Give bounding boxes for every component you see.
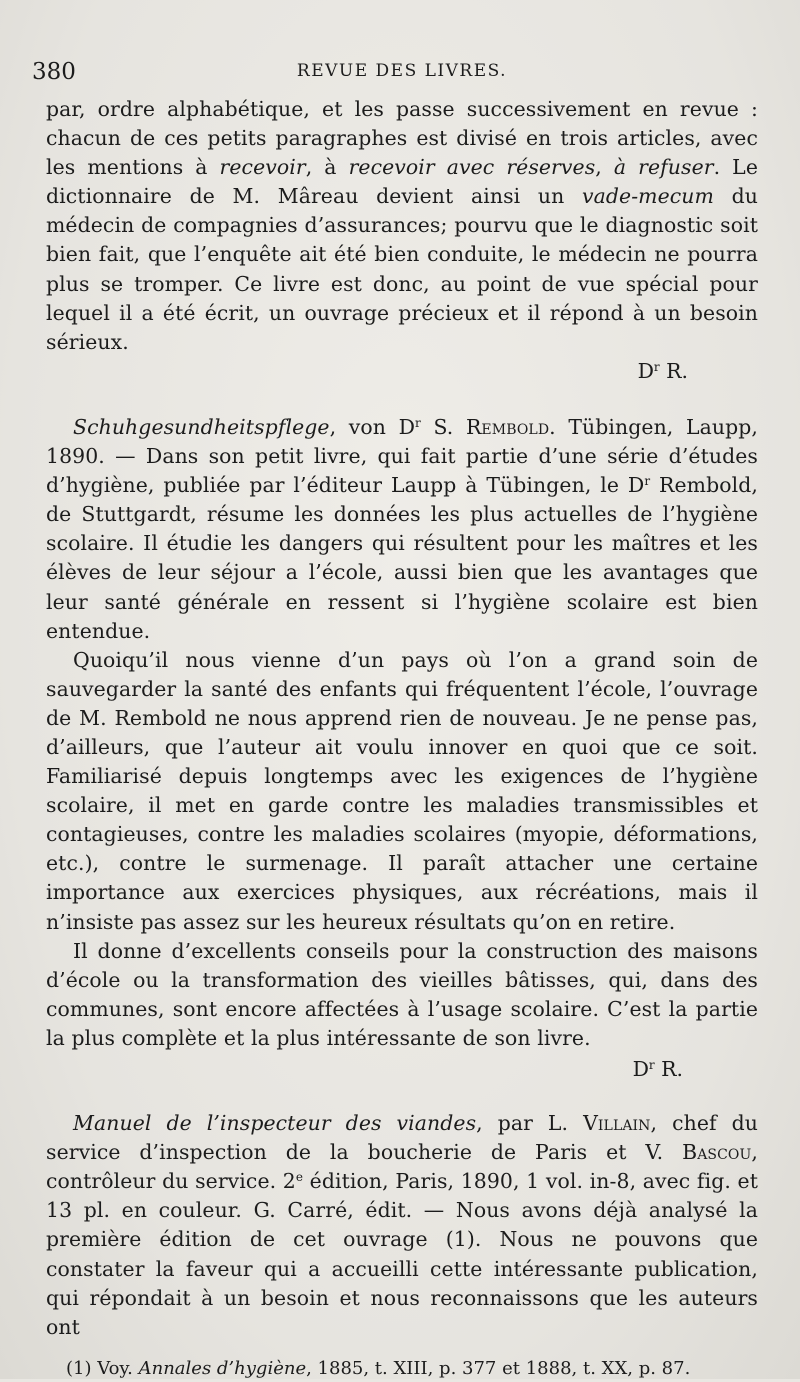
review-1-signature: $D^r$ R. (637, 358, 688, 383)
running-title: REVUE DES LIVRES. (296, 61, 508, 81)
book-title: Schuhgesundheitspflege (73, 414, 330, 439)
running-head (32, 55, 758, 95)
review-3-paragraph: Manuel de l’inspecteur des viandes, par L. Villain, chef du service d’inspection de la boucherie de Paris et V. Bascou, contrôleur du service. 2e édition, Paris, 1890, 1 vol. in-8, avec fig. et 13 pl. en couleur. G. Carré, édit. — Nous avons déjà analysé la première édition de cet ouvrage (1). Nous ne pouvons que constater la faveur qui a accueilli cette intéressante publication, qui répondait à un besoin et nous reconnaissons que les auteurs ont (46, 1111, 758, 1339)
review-1-paragraph: par, ordre alphabétique, et les passe successivement en revue : chacun de ces petits paragraphes est divisé en trois articles, avec les mentions à recevoir, à recevoir avec réserves, à refuser. Le dictionnaire de M. Mâreau devient ainsi un vade-mecum du médecin de compagnies d’assurances; pourvu que le diagnostic soit bien fait, que l’enquête ait été bien conduite, le médecin ne pourra plus se tromper. Ce livre est donc, au point de vue spécial pour lequel il a été écrit, un ouvrage précieux et il répond à un besoin sérieux. (46, 97, 759, 354)
review-2-paragraph-2: Quoiqu’il nous vienne d’un pays où l’on a grand soin de sauvegarder la santé des enfants qui fréquentent l’école, l’ouvrage de M. Rembold ne nous apprend rien de nouveau. Je ne pense pas, d’ailleurs, que l’auteur ait voulu innover en quoi que ce soit. Familiarisé depuis longtemps avec les exigences de l’hygiène scolaire, il met en garde contre les maladies transmissibles et contagieuses, contre les maladies scolaires (myopie, déformations, etc.), contre le surmenage. Il paraît attacher une certaine importance aux exercices physiques, aux récréations, mais il n’insiste pas assez sur les heureux résultats qu’on en retire. (46, 647, 758, 934)
author-name: Villain (583, 1111, 651, 1136)
emphasis: vade-mecum (582, 184, 714, 209)
review-2-signature: $D^r$ R. (632, 1057, 683, 1081)
author-name: Rembold (465, 414, 550, 439)
emphasis: recevoir avec réserves (348, 155, 596, 180)
book-title: Manuel de l’inspecteur des viandes (73, 1111, 477, 1136)
emphasis: à refuser (613, 155, 714, 180)
journal-title: Annales d’hygiène (138, 1357, 307, 1379)
author-name: Bascou (682, 1140, 752, 1165)
footnote: (1) Voy. Annales d’hygiène, 1885, t. XIII, p. 377 et 1888, t. XX, p. 87. (66, 1357, 691, 1379)
review-2-paragraph-3: Il donne d’excellents conseils pour la construction des maisons d’école ou la transformation des vieilles bâtisses, qui, dans des communes, sont encore affectées à l’usage scolaire. C’est la partie la plus complète et la plus intéressante de son livre. (46, 938, 758, 1050)
emphasis: recevoir (219, 155, 306, 180)
page-number: 380 (32, 59, 76, 85)
review-2-paragraph-1: Schuhgesundheitspflege, von $D^r$ S. Rembold. Tübingen, Laupp, 1890. — Dans son petit livre, qui fait partie d’une série d’études d’hygiène, publiée par l’éditeur Laupp à Tübingen, le $D^r$ Rembold, de Stuttgardt, résume les données les plus actuelles de l’hygiène scolaire. Il étudie les dangers qui résultent pour les maîtres et les élèves de leur séjour a l’école, aussi bien que les avantages que leur santé générale en ressent si l’hygiène scolaire est bien entendue. (46, 414, 758, 643)
